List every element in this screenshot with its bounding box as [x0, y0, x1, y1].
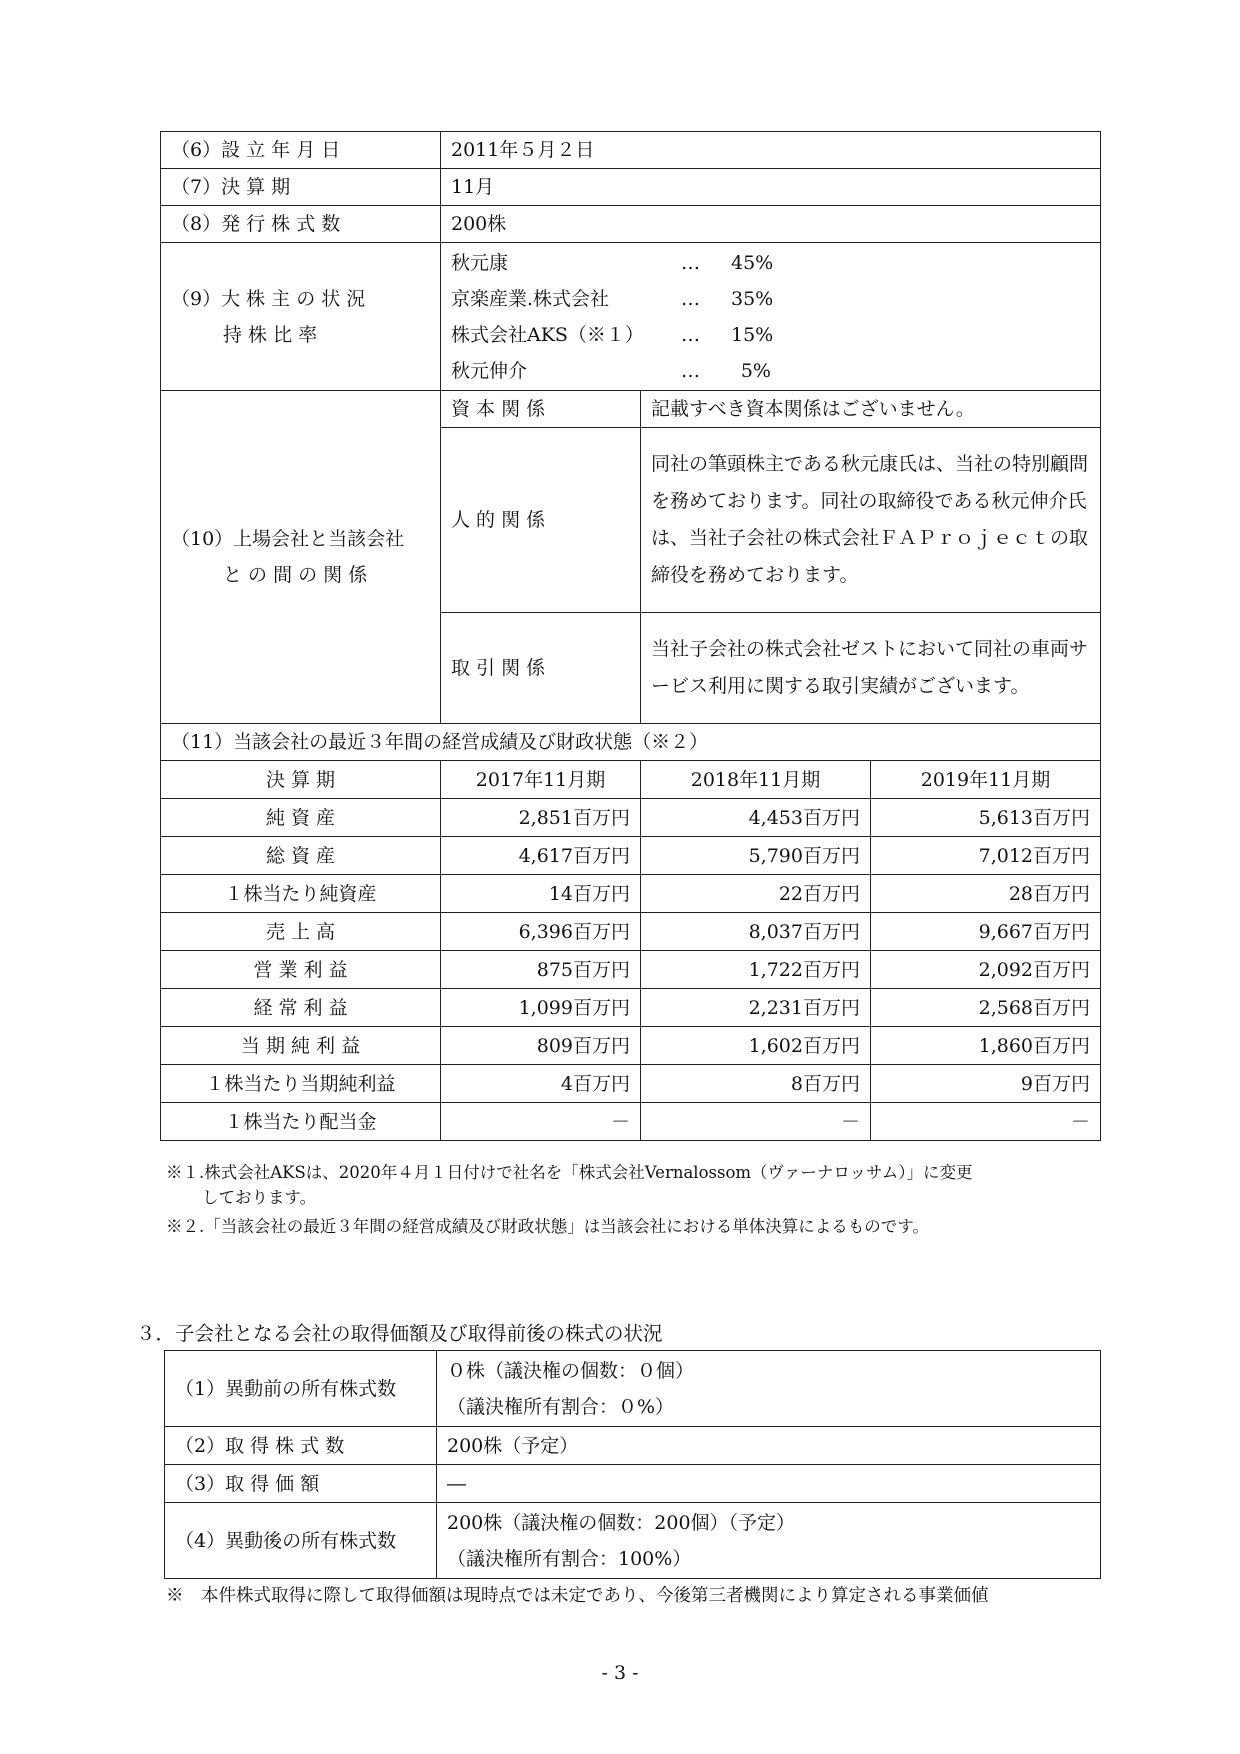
table-row: 売 上 高 6,396百万円 8,037百万円 9,667百万円	[161, 913, 1101, 951]
fiscal-period-value: 11月	[441, 169, 1101, 206]
table-row: １株当たり配当金 － － －	[161, 1103, 1101, 1141]
company-overview-table	[160, 131, 1101, 1141]
table-row: 純 資 産 2,851百万円 4,453百万円 5,613百万円	[161, 799, 1101, 837]
financials-header-year: 2019年11月期	[871, 761, 1101, 799]
table-row: （4）異動後の所有株式数 200株（議決権の個数：200個）（予定） （議決権所有割合：100%）	[165, 1503, 1101, 1579]
shareholders-label-line1: （9）大 株 主 の 状 況	[171, 287, 366, 310]
note-2: ※２.「当該会社の最近３年間の経営成績及び財政状態」は当該会社における単体決算によるものです。	[166, 1217, 929, 1236]
personnel-relation-label: 人 的 関 係	[441, 428, 641, 613]
financials-header-label: 決 算 期	[161, 761, 441, 799]
table-row: （1）異動前の所有株式数 ０株（議決権の個数：０個） （議決権所有割合：０%）	[165, 1351, 1101, 1427]
section3-heading: ３．子会社となる会社の取得価額及び取得前後の株式の状況	[136, 1322, 663, 1345]
table-row: 当 期 純 利 益 809百万円 1,602百万円 1,860百万円	[161, 1027, 1101, 1065]
established-label: （6）設 立 年 月 日	[161, 132, 441, 169]
shares-issued-label: （8）発 行 株 式 数	[161, 206, 441, 243]
table-row: 営 業 利 益 875百万円 1,722百万円 2,092百万円	[161, 951, 1101, 989]
shares-issued-value: 200株	[441, 206, 1101, 243]
table-row: （3）取 得 価 額 ―	[165, 1465, 1101, 1503]
table-row: （2）取 得 株 式 数 200株（予定）	[165, 1427, 1101, 1465]
shareholders-list	[441, 243, 1101, 391]
relations-label-line2: と の 間 の 関 係	[223, 564, 368, 586]
acquisition-table	[164, 1350, 1101, 1579]
table-row: 経 常 利 益 1,099百万円 2,231百万円 2,568百万円	[161, 989, 1101, 1027]
capital-relation-label: 資 本 関 係	[441, 391, 641, 428]
fiscal-period-label: （7）決 算 期	[161, 169, 441, 206]
financials-title: （11）当該会社の最近３年間の経営成績及び財政状態（※２）	[161, 724, 1101, 761]
table-row: １株当たり純資産 14百万円 22百万円 28百万円	[161, 875, 1101, 913]
shareholder-row: 株式会社AKS（※１） … 15%	[451, 323, 774, 346]
page-number: - 3 -	[601, 1662, 639, 1684]
shareholders-label-line2: 持 株 比 率	[223, 323, 318, 346]
financials-header-year: 2018年11月期	[641, 761, 871, 799]
business-relation-label: 取 引 関 係	[441, 613, 641, 724]
table-row: 総 資 産 4,617百万円 5,790百万円 7,012百万円	[161, 837, 1101, 875]
shareholder-row: 京楽産業.株式会社 … 35%	[451, 287, 774, 310]
table-row: １株当たり当期純利益 4百万円 8百万円 9百万円	[161, 1065, 1101, 1103]
note-1-line1: ※１.株式会社AKSは、2020年４月１日付けで社名を「株式会社Vernalossom（ヴァーナロッサム）」に変更	[166, 1163, 973, 1182]
established-value: 2011年５月２日	[441, 132, 1101, 169]
shareholders-label	[161, 243, 441, 391]
financials-header-year: 2017年11月期	[441, 761, 641, 799]
business-relation-value: 当社子会社の株式会社ゼストにおいて同社の車両サービス利用に関する取引実績がございます。	[641, 613, 1101, 724]
personnel-relation-value: 同社の筆頭株主である秋元康氏は、当社の特別顧問を務めております。同社の取締役である秋元伸介氏は、当社子会社の株式会社ＦＡＰｒｏｊｅｃｔの取締役を務めております。	[641, 428, 1101, 613]
relations-label-line1: （10）上場会社と当該会社	[171, 528, 405, 550]
note-1-line2: しております。	[202, 1188, 317, 1207]
shareholder-row: 秋元伸介 … 5%	[451, 359, 771, 382]
section3-footnote: ※ 本件株式取得に際して取得価額は現時点では未定であり、今後第三者機関により算定される事業価値	[166, 1586, 989, 1606]
shareholder-row: 秋元康 … 45%	[451, 251, 774, 274]
relations-label	[161, 391, 441, 724]
capital-relation-value: 記載すべき資本関係はございません。	[641, 391, 1101, 428]
